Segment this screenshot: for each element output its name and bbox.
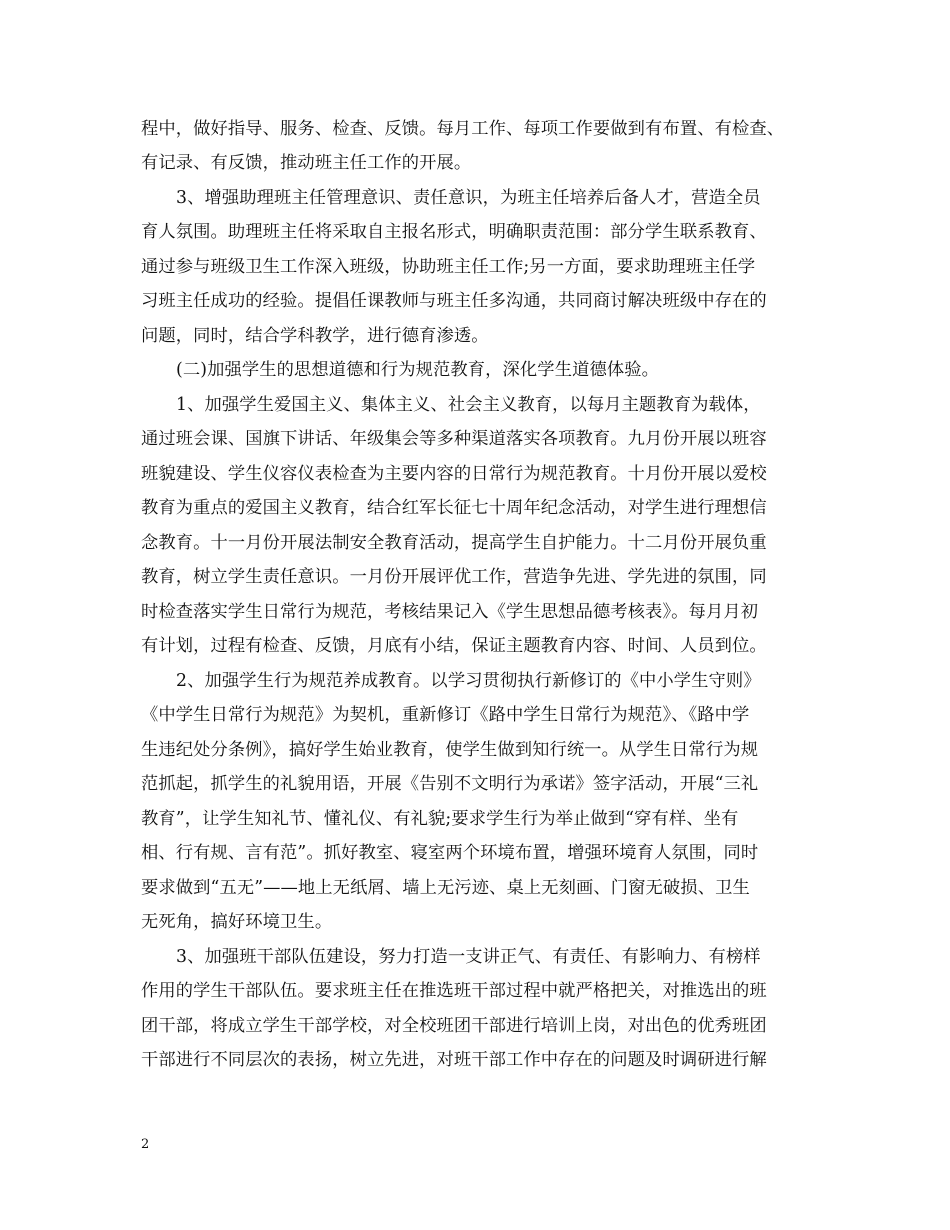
text-line: 教育为重点的爱国主义教育，结合红军长征七十周年纪念活动，对学生进行理想信 [141,498,767,518]
text-line: 3、加强班干部队伍建设，努力打造一支讲正气、有责任、有影响力、有榜样 [176,947,761,967]
text-line: 教育，树立学生责任意识。一月份开展评优工作，营造争先进、学先进的氛围，同 [141,567,767,587]
text-line: 要求做到“五无”——地上无纸屑、墙上无污迹、桌上无刻画、门窗无破损、卫生 [141,878,750,898]
text-line: 念教育。十一月份开展法制安全教育活动，提高学生自护能力。十二月份开展负重 [141,533,767,553]
text-line: 3、增强助理班主任管理意识、责任意识，为班主任培养后备人才，营造全员 [176,188,761,208]
text-line: 相、行有规、言有范”。抓好教室、寝室两个环境布置，增强环境育人氛围，同时 [141,843,759,863]
text-line: 2、加强学生行为规范养成教育。以学习贯彻执行新修订的《中小学生守则》 [176,671,761,691]
page-number: 2 [141,1137,150,1152]
text-line: 有计划，过程有检查、反馈，月底有小结，保证主题教育内容、时间、人员到位。 [141,636,767,656]
text-line: 通过班会课、国旗下讲话、年级集会等多种渠道落实各项教育。九月份开展以班容 [141,429,767,449]
text-line: 教育”，让学生知礼节、懂礼仪、有礼貌;要求学生行为举止做到“穿有样、坐有 [141,809,739,829]
text-line: 作用的学生干部队伍。要求班主任在推选班干部过程中就严格把关，对推选出的班 [141,981,767,1001]
text-line: 生违纪处分条例》，搞好学生始业教育，使学生做到知行统一。从学生日常行为规 [141,740,759,760]
text-line: 育人氛围。助理班主任将采取自主报名形式，明确职责范围：部分学生联系教育、 [141,222,767,242]
section-heading: (二)加强学生的思想道德和行为规范教育，深化学生道德体验。 [176,360,659,380]
text-line: 程中，做好指导、服务、检查、反馈。每月工作、每项工作要做到有布置、有检查、 [141,119,785,139]
text-line: 问题，同时，结合学科教学，进行德育渗透。 [141,326,489,346]
text-line: 《中学生日常行为规范》为契机，重新修订《路中学生日常行为规范》、《路中学 [141,705,750,725]
text-line: 班貌建设、学生仪容仪表检查为主要内容的日常行为规范教育。十月份开展以爱校 [141,464,767,484]
text-line: 时检查落实学生日常行为规范，考核结果记入《学生思想品德考核表》。每月月初 [141,602,759,622]
text-line: 有记录、有反馈，推动班主任工作的开展。 [141,153,472,173]
text-line: 习班主任成功的经验。提倡任课教师与班主任多沟通，共同商讨解决班级中存在的 [141,291,767,311]
text-line: 干部进行不同层次的表扬，树立先进，对班干部工作中存在的问题及时调研进行解 [141,1050,767,1070]
text-line: 范抓起，抓学生的礼貌用语，开展《告别不文明行为承诺》签字活动，开展“三礼 [141,774,759,794]
text-line: 团干部，将成立学生干部学校，对全校班团干部进行培训上岗，对出色的优秀班团 [141,1016,767,1036]
text-line: 无死角，搞好环境卫生。 [141,912,333,932]
text-line: 1、加强学生爱国主义、集体主义、社会主义教育，以每月主题教育为载体， [176,395,761,415]
text-line: 通过参与班级卫生工作深入班级，协助班主任工作;另一方面，要求助理班主任学 [141,257,756,277]
